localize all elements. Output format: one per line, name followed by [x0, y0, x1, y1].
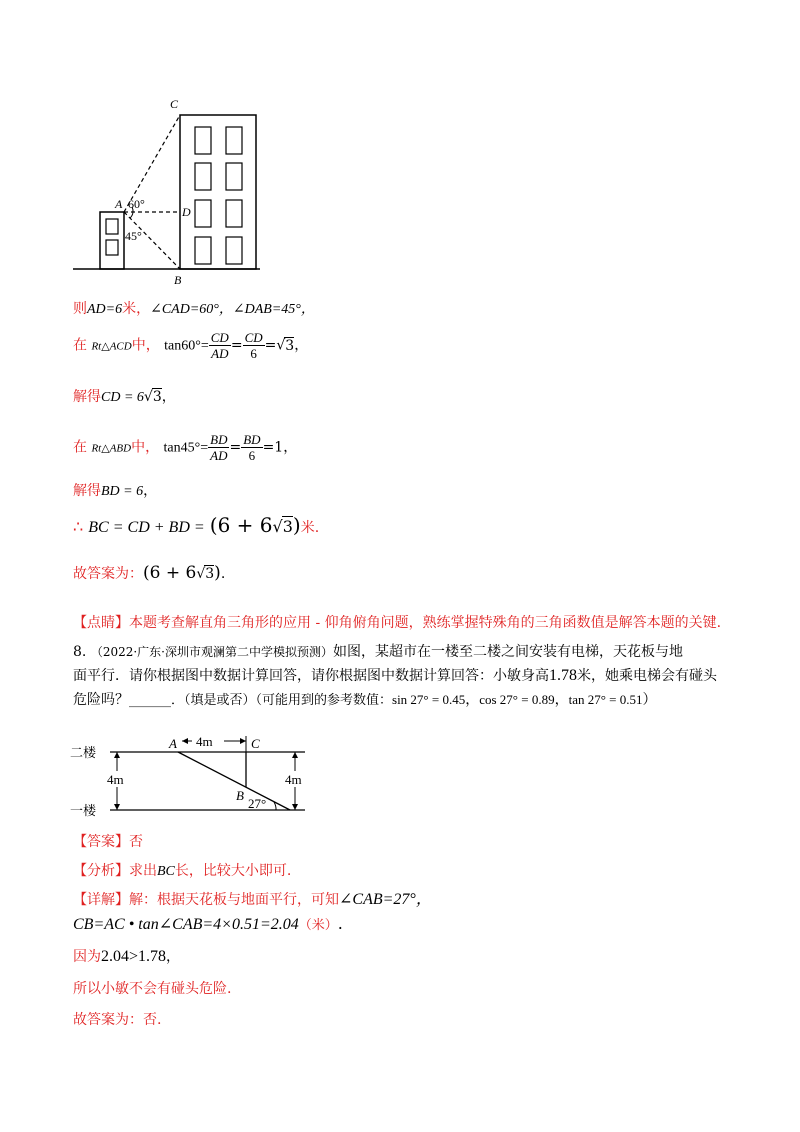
- floor2-label: 二楼: [70, 746, 97, 761]
- solution1-line2: 在 Rt△ACD中， tan60°= $\frac{CD}{AD}$ = $\frac{CD}{6}$ =√3，: [73, 330, 309, 361]
- because-line: 因为2.04>1.78，: [73, 948, 181, 965]
- escalator-figure: [70, 733, 320, 821]
- final-answer-line: 故答案为：否.: [73, 1012, 162, 1028]
- conclusion-line: 所以小敏不会有碰头危险.: [73, 981, 232, 997]
- solution1-answer: 故答案为：(6 + 6√3).: [73, 563, 226, 583]
- solution1-comment: 【点睛】本题考查解直角三角形的应用 - 仰角俯角问题，熟练掌握特殊角的三角函数值是解答本题的关键.: [73, 615, 722, 631]
- left-height-label: 4m: [107, 772, 124, 787]
- question-8: 8. （2022·广东·深圳市观澜第二中学模拟预测）如图，某超市在一楼至二楼之间安装有电梯，天花板与地 面平行．请你根据图中数据计算回答，请你根据图中数据计算回答：小敏身高1.78米，她乘电梯会有碰头 危险吗？______．（填是或否）（可能用到的参考数值：sin 27° = 0.45，cos 27° = 0.89，tan 27° = 0.51）: [73, 644, 717, 708]
- floor1-label: 一楼: [70, 804, 97, 819]
- solution1-line5: 解得BD = 6，: [73, 483, 158, 499]
- solution1-line6: ∴ BC = CD + BD = (6 + 6√3)米.: [73, 513, 320, 537]
- calc-line: CB=AC • tan∠CAB=4×0.51=2.04（米）.: [73, 914, 343, 933]
- label-angle-60: 60°: [128, 197, 145, 211]
- answer-line: 【答案】否: [73, 834, 143, 850]
- width-label: 4m: [196, 734, 213, 749]
- right-height-label: 4m: [285, 772, 302, 787]
- label-b2: B: [236, 788, 244, 803]
- label-c: C: [170, 97, 179, 111]
- solution1-line4: 在 Rt△ABD中， tan45°= $\frac{BD}{AD}$ = $\frac{BD}{6}$ =1，: [73, 432, 298, 463]
- label-a2: A: [169, 736, 177, 751]
- label-c2: C: [251, 736, 260, 751]
- label-angle-45: 45°: [125, 229, 142, 243]
- angle-27-label: 27°: [248, 796, 267, 811]
- detail-line: 【详解】解：根据天花板与地面平行，可知∠CAB=27°，: [73, 891, 432, 908]
- solution1-line1: 则AD=6米，∠CAD=60°，∠DAB=45°，: [73, 301, 315, 317]
- label-b: B: [174, 273, 182, 287]
- analysis-line: 【分析】求出BC长，比较大小即可.: [73, 863, 292, 879]
- building-angle-figure: [70, 95, 270, 290]
- label-d: D: [182, 205, 191, 219]
- label-a: A: [115, 197, 123, 211]
- solution1-line3: 解得CD = 6√3，: [73, 389, 176, 405]
